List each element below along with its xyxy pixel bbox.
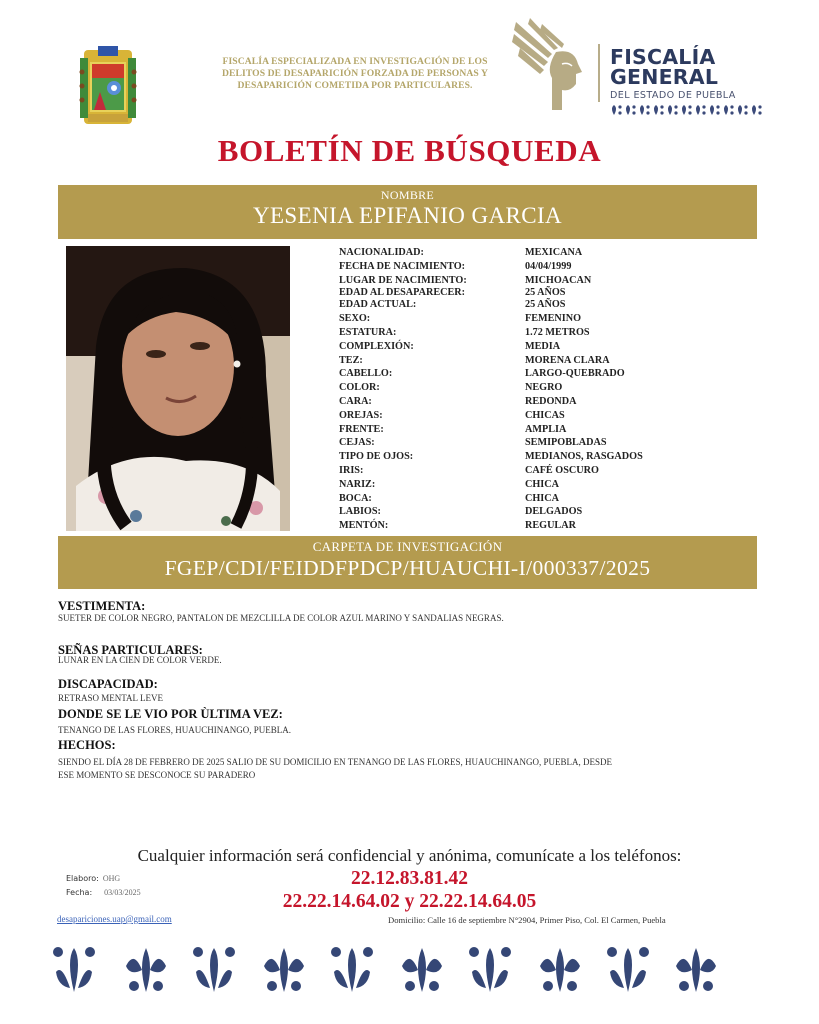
detail-label: CEJAS:	[339, 437, 375, 449]
detail-label: CARA:	[339, 395, 372, 407]
detail-label: COLOR:	[339, 382, 380, 394]
detail-row-menton	[339, 519, 679, 533]
physical-details-list	[339, 246, 679, 533]
detail-label: IRIS:	[339, 464, 364, 476]
name-bar	[58, 185, 757, 239]
detail-label: ESTATURA:	[339, 326, 397, 338]
detail-value: 25 AÑOS	[525, 299, 566, 311]
detail-row-orejas	[339, 409, 679, 423]
detail-value: CHICA	[525, 478, 559, 490]
detail-row-iris	[339, 464, 679, 478]
detail-value: MEDIA	[525, 340, 561, 352]
detail-label: FRENTE:	[339, 423, 384, 435]
person-photo	[66, 246, 290, 531]
detail-value: MEDIANOS, RASGADOS	[525, 451, 643, 463]
detail-row-edad-actual	[339, 298, 679, 312]
fecha-value: 03/03/2025	[104, 888, 141, 897]
fiscalia-head-emblem-icon	[512, 18, 590, 114]
phone-primary[interactable]: 22.12.83.81.42	[351, 868, 468, 889]
name-label: NOMBRE	[380, 188, 435, 202]
phone-secondary[interactable]: 22.22.14.64.02 y 22.22.14.64.05	[282, 891, 537, 912]
detail-label: NARIZ:	[339, 478, 376, 490]
detail-value: 04/04/1999	[525, 260, 572, 272]
fecha-field	[66, 888, 141, 897]
detail-row-sexo	[339, 312, 679, 326]
detail-value: LARGO-QUEBRADO	[525, 368, 625, 380]
detail-row-tipo-ojos	[339, 450, 679, 464]
detail-row-complexion	[339, 340, 679, 354]
contact-email-link[interactable]: desapariciones.uap@gmail.com	[57, 914, 172, 924]
detail-label: TEZ:	[339, 354, 363, 366]
detail-row-color	[339, 381, 679, 395]
detail-label: COMPLEXIÓN:	[339, 340, 414, 352]
logo-title-line2: GENERAL	[610, 65, 719, 89]
logo-divider	[598, 44, 600, 102]
elaboro-label: Elaboro:	[66, 874, 99, 883]
coat-of-arms-icon	[78, 44, 138, 130]
detail-value: CAFÉ OSCURO	[525, 464, 599, 476]
detail-value: NEGRO	[525, 382, 563, 394]
elaboro-field	[66, 874, 120, 883]
vestimenta-text: SUETER DE COLOR NEGRO, PANTALON DE MEZCLILLA DE COLOR AZUL MARINO Y SANDALIAS NEGRAS.	[58, 613, 504, 623]
hechos-text-line2: ESE MOMENTO SE DESCONOCE SU PARADERO	[58, 770, 256, 780]
detail-value: 1.72 METROS	[525, 326, 590, 338]
detail-value: MICHOACAN	[525, 274, 592, 286]
detail-row-nariz	[339, 478, 679, 492]
hechos-text-line1: SIENDO EL DÍA 28 DE FEBRERO DE 2025 SALIO DE SU DOMICILIO EN TENANGO DE LAS FLORES, HUAUCHINANGO, PUEBLA, DESDE	[58, 757, 612, 767]
discapacidad-heading: DISCAPACIDAD:	[58, 677, 158, 691]
case-file-label: CARPETA DE INVESTIGACIÓN	[312, 539, 503, 554]
detail-row-fecha-nacimiento	[339, 260, 679, 274]
detail-value: CHICA	[525, 492, 559, 504]
logo-subtitle: DEL ESTADO DE PUEBLA	[610, 90, 736, 101]
person-name: YESENIA EPIFANIO GARCIA	[252, 203, 563, 228]
detail-row-frente	[339, 423, 679, 437]
detail-label: TIPO DE OJOS:	[339, 451, 414, 463]
detail-label: SEXO:	[339, 313, 371, 325]
detail-value: MORENA CLARA	[525, 354, 610, 366]
ultima-vez-heading: DONDE SE LE VIO POR ÙLTIMA VEZ:	[58, 707, 283, 721]
detail-label: MENTÓN:	[339, 520, 389, 532]
detail-value: FEMENINO	[525, 313, 582, 325]
detail-value: CHICAS	[525, 409, 565, 421]
bulletin-title: BOLETÍN DE BÚSQUEDA	[217, 133, 602, 168]
detail-label: EDAD AL DESAPARECER:	[339, 287, 466, 299]
detail-value: SEMIPOBLADAS	[525, 437, 607, 449]
senas-text: LUNAR EN LA CIEN DE COLOR VERDE.	[58, 655, 222, 665]
detail-value: REGULAR	[525, 520, 576, 532]
hechos-heading: HECHOS:	[58, 738, 116, 752]
detail-value: DELGADOS	[525, 506, 583, 518]
detail-value: MEXICANA	[525, 247, 583, 258]
detail-row-cabello	[339, 367, 679, 381]
detail-label: LUGAR DE NACIMIENTO:	[339, 274, 467, 286]
ultima-vez-text: TENANGO DE LAS FLORES, HUAUCHINANGO, PUEBLA.	[58, 725, 291, 735]
logo-title-line1: FISCALÍA	[610, 45, 716, 69]
detail-label: OREJAS:	[339, 409, 383, 421]
detail-label: EDAD ACTUAL:	[339, 299, 417, 311]
detail-row-cara	[339, 395, 679, 409]
detail-label: CABELLO:	[339, 368, 393, 380]
detail-label: LABIOS:	[339, 506, 381, 518]
detail-row-tez	[339, 354, 679, 368]
detail-value: REDONDA	[525, 395, 577, 407]
case-file-bar	[58, 536, 757, 589]
detail-row-edad-desaparecer	[339, 287, 679, 298]
detail-row-estatura	[339, 326, 679, 340]
contact-instructions: Cualquier información será confidencial y anónima, comunícate a los teléfonos:	[137, 846, 682, 865]
case-file-number: FGEP/CDI/FEIDDFPDCP/HUAUCHI-I/000337/2025	[164, 556, 651, 580]
talavera-mini-pattern-icon	[610, 103, 770, 115]
talavera-pattern-icon	[52, 946, 762, 994]
detail-row-labios	[339, 505, 679, 519]
detail-label: FECHA DE NACIMIENTO:	[339, 260, 466, 272]
discapacidad-text: RETRASO MENTAL LEVE	[58, 693, 163, 703]
detail-label: NACIONALIDAD:	[339, 247, 424, 258]
elaboro-value: OHG	[102, 874, 121, 883]
detail-row-nacionalidad	[339, 246, 679, 260]
fiscalia-general-logo	[512, 18, 772, 118]
fecha-label: Fecha:	[66, 888, 93, 897]
agency-name: FISCALÍA ESPECIALIZADA EN INVESTIGACIÓN DE LOS DELITOS DE DESAPARICIÓN FORZADA DE PERSONAS Y DESAPARICIÓN COMETIDA POR PARTICULARES.	[221, 56, 489, 91]
detail-label: BOCA:	[339, 492, 372, 504]
senas-heading: SEÑAS PARTICULARES:	[58, 643, 203, 657]
detail-row-lugar-nacimiento	[339, 274, 679, 288]
detail-row-boca	[339, 492, 679, 506]
detail-value: 25 AÑOS	[525, 287, 566, 299]
office-address: Domicilio: Calle 16 de septiembre N°2904, Primer Piso, Col. El Carmen, Puebla	[388, 915, 666, 925]
detail-row-cejas	[339, 436, 679, 450]
detail-value: AMPLIA	[525, 423, 567, 435]
vestimenta-heading: VESTIMENTA:	[58, 599, 146, 613]
